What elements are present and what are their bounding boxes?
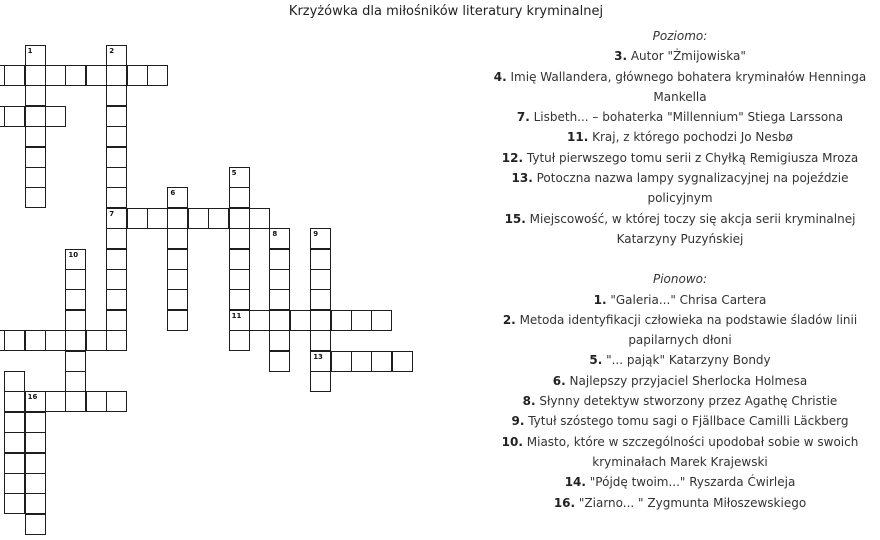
clue-text: Imię Wallandera, głównego bohatera kryminałów Henninga Mankella — [506, 69, 867, 104]
crossword-cell[interactable] — [106, 391, 127, 412]
crossword-cell[interactable] — [25, 126, 46, 147]
crossword-cell[interactable] — [65, 330, 86, 351]
crossword-cell[interactable] — [310, 249, 331, 270]
crossword-cell[interactable] — [106, 147, 127, 168]
crossword-cell[interactable] — [310, 310, 331, 331]
crossword-cell[interactable] — [106, 126, 127, 147]
crossword-cell[interactable] — [208, 208, 229, 229]
crossword-cell[interactable] — [106, 85, 127, 106]
crossword-cell[interactable] — [106, 330, 127, 351]
cell-number: 16 — [27, 393, 38, 402]
crossword-cell[interactable] — [25, 85, 46, 106]
clue-number: 4. — [493, 69, 507, 84]
crossword-cell[interactable] — [147, 65, 168, 86]
crossword-cell[interactable] — [147, 208, 168, 229]
down-clue — [480, 472, 880, 492]
down-clue — [480, 310, 880, 351]
crossword-cell[interactable] — [229, 330, 250, 351]
clue-text: "... pająk" Katarzyny Bondy — [602, 353, 771, 368]
clue-number: 13. — [511, 171, 533, 186]
clue-number: 9. — [511, 414, 525, 429]
crossword-cell[interactable] — [229, 208, 250, 229]
crossword-cell[interactable] — [4, 106, 25, 127]
crossword-cell[interactable] — [25, 65, 46, 86]
crossword-cell[interactable] — [25, 412, 46, 433]
crossword-cell[interactable] — [229, 228, 250, 249]
crossword-cell[interactable] — [310, 330, 331, 351]
crossword-cell[interactable] — [229, 289, 250, 310]
cell-number: 7 — [109, 209, 115, 218]
across-clue — [480, 209, 880, 250]
across-clue — [480, 67, 880, 108]
crossword-cell[interactable] — [249, 310, 270, 331]
crossword-cell[interactable] — [65, 391, 86, 412]
crossword-cell[interactable] — [65, 289, 86, 310]
crossword-cell[interactable] — [4, 391, 25, 412]
crossword-cell[interactable] — [106, 269, 127, 290]
crossword-cell[interactable] — [25, 493, 46, 514]
clue-number: 11. — [567, 130, 589, 145]
down-clue — [480, 493, 880, 513]
clue-number: 15. — [504, 211, 526, 226]
crossword-cell[interactable] — [249, 208, 270, 229]
crossword-cell[interactable] — [45, 65, 66, 86]
crossword-cell[interactable] — [25, 514, 46, 535]
clue-number: 16. — [553, 495, 576, 510]
crossword-cell[interactable] — [127, 65, 148, 86]
cell-number: 13 — [313, 352, 323, 361]
crossword-cell[interactable] — [106, 289, 127, 310]
clue-number: 8. — [522, 394, 536, 409]
down-clue — [480, 432, 880, 473]
crossword-cell[interactable] — [290, 310, 311, 331]
crossword-cell[interactable] — [65, 351, 86, 372]
crossword-cell[interactable] — [351, 310, 372, 331]
crossword-cell[interactable] — [167, 249, 188, 270]
cell-number: 9 — [313, 230, 319, 239]
cell-number: 5 — [231, 169, 237, 177]
crossword-cell[interactable] — [4, 473, 25, 494]
clues-panel — [480, 26, 880, 513]
crossword-cell[interactable] — [4, 330, 25, 351]
crossword-cell[interactable] — [65, 371, 86, 392]
cell-number: 8 — [272, 230, 278, 239]
crossword-cell[interactable] — [25, 330, 46, 351]
crossword-cell[interactable] — [229, 269, 250, 290]
cell-number: 1 — [27, 46, 33, 55]
crossword-cell[interactable] — [167, 269, 188, 290]
clue-text: Potoczna nazwa lampy sygnalizacyjnej na pojeździe policyjnym — [532, 171, 849, 206]
crossword-cell[interactable] — [269, 269, 290, 290]
crossword-cell[interactable] — [269, 249, 290, 270]
cell-number: 6 — [170, 189, 176, 198]
crossword-cell[interactable] — [45, 106, 66, 127]
down-clue — [480, 391, 880, 411]
clue-text: Najlepszy przyjaciel Sherlocka Holmesa — [565, 373, 808, 388]
crossword-cell[interactable] — [106, 249, 127, 270]
page-title: Krzyżówka dla miłośników literatury kryminalnej — [288, 4, 604, 19]
crossword-cell[interactable] — [229, 187, 250, 208]
crossword-cell[interactable] — [4, 432, 25, 453]
crossword-cell[interactable] — [371, 351, 392, 372]
crossword-cell[interactable] — [167, 208, 188, 229]
crossword-cell[interactable] — [45, 330, 66, 351]
crossword-cell[interactable] — [269, 310, 290, 331]
clue-text: Autor "Żmijowiska" — [627, 49, 746, 64]
crossword-cell[interactable] — [65, 310, 86, 331]
crossword-cell[interactable] — [86, 391, 107, 412]
crossword-cell[interactable] — [167, 289, 188, 310]
crossword-cell[interactable] — [310, 289, 331, 310]
crossword-cell[interactable] — [331, 310, 352, 331]
crossword-cell[interactable] — [4, 453, 25, 474]
down-clue — [480, 371, 880, 391]
clue-text: Lisbeth... – bohaterka "Millennium" Stiega Larssona — [529, 110, 844, 125]
crossword-cell[interactable] — [4, 371, 25, 392]
across-clue — [480, 168, 880, 209]
clue-text: Kraj, z którego pochodzi Jo Nesbø — [588, 130, 793, 145]
clue-number: 14. — [564, 475, 586, 490]
crossword-cell[interactable] — [392, 351, 413, 372]
crossword-cell[interactable] — [331, 351, 352, 372]
clue-text: Słynny detektyw stworzony przez Agathę Christie — [535, 394, 838, 409]
clue-number: 5. — [589, 353, 603, 368]
crossword-cell[interactable] — [269, 330, 290, 351]
across-clue-list — [480, 46, 880, 249]
crossword-cell[interactable] — [167, 228, 188, 249]
clue-text: Miejscowość, w której toczy się akcja serii kryminalnej Katarzyny Puzyńskiej — [525, 211, 856, 246]
down-clue-list — [480, 290, 880, 513]
cell-number: 11 — [231, 311, 242, 320]
crossword-cell[interactable] — [188, 208, 209, 229]
across-clue — [480, 127, 880, 147]
clue-text: Miasto, które w szczególności upodobał sobie w swoich kryminałach Marek Krajewski — [522, 434, 859, 469]
clue-number: 1. — [593, 292, 607, 307]
crossword-cell[interactable] — [269, 289, 290, 310]
across-heading: Poziomo: — [652, 29, 708, 43]
crossword-cell[interactable] — [106, 187, 127, 208]
crossword-cell[interactable] — [25, 453, 46, 474]
crossword-cell[interactable] — [127, 208, 148, 229]
crossword-cell[interactable] — [25, 473, 46, 494]
crossword-cell[interactable] — [106, 228, 127, 249]
clue-text: Metoda identyfikacji człowieka na podstawie śladów linii papilarnych dłoni — [515, 312, 858, 348]
crossword-cell[interactable] — [229, 249, 250, 270]
crossword-cell[interactable] — [25, 167, 46, 188]
crossword-cell[interactable] — [86, 330, 107, 351]
clue-number: 2. — [502, 312, 516, 327]
crossword-cell[interactable] — [371, 310, 392, 331]
clue-number: 7. — [516, 110, 530, 125]
down-clue — [480, 290, 880, 310]
crossword-cell[interactable] — [4, 493, 25, 514]
crossword-cell[interactable] — [106, 65, 127, 86]
clue-number: 6. — [552, 373, 566, 388]
clue-text: Tytuł szóstego tomu sagi o Fjällbace Camilli Läckberg — [524, 414, 849, 429]
crossword-cell[interactable] — [25, 147, 46, 168]
across-clue — [480, 107, 880, 127]
crossword-cell[interactable] — [86, 65, 107, 86]
cell-number: 2 — [109, 46, 115, 55]
clue-number: 10. — [501, 434, 523, 449]
down-heading: Pionowo: — [652, 272, 708, 287]
clue-text: "Galeria..." Chrisa Cartera — [606, 292, 767, 307]
clue-text: Tytuł pierwszego tomu serii z Chyłką Remigiusza Mroza — [523, 150, 859, 165]
crossword-cell[interactable] — [4, 412, 25, 433]
crossword-cell[interactable] — [4, 65, 25, 86]
crossword-cell[interactable] — [269, 351, 290, 372]
crossword-cell[interactable] — [25, 106, 46, 127]
clue-number: 3. — [614, 49, 628, 64]
crossword-cell[interactable] — [310, 269, 331, 290]
clue-text: "Ziarno... " Zygmunta Miłoszewskiego — [575, 495, 807, 510]
clue-number: 12. — [501, 150, 524, 165]
crossword-cell[interactable] — [106, 310, 127, 331]
crossword-cell[interactable] — [25, 187, 46, 208]
across-clue — [480, 46, 880, 66]
crossword-cell[interactable] — [310, 371, 331, 392]
crossword-cell[interactable] — [106, 167, 127, 188]
crossword-cell[interactable] — [65, 269, 86, 290]
down-clue — [480, 411, 880, 431]
crossword-cell[interactable] — [65, 65, 86, 86]
down-clue — [480, 350, 880, 370]
across-clue — [480, 148, 880, 168]
crossword-cell[interactable] — [351, 351, 372, 372]
crossword-cell[interactable] — [45, 391, 66, 412]
crossword-cell[interactable] — [25, 432, 46, 453]
crossword-cell[interactable] — [106, 106, 127, 127]
crossword-cell[interactable] — [167, 310, 188, 331]
cell-number: 10 — [68, 250, 79, 259]
clue-text: "Pójdę twoim..." Ryszarda Ćwirleja — [585, 475, 796, 490]
